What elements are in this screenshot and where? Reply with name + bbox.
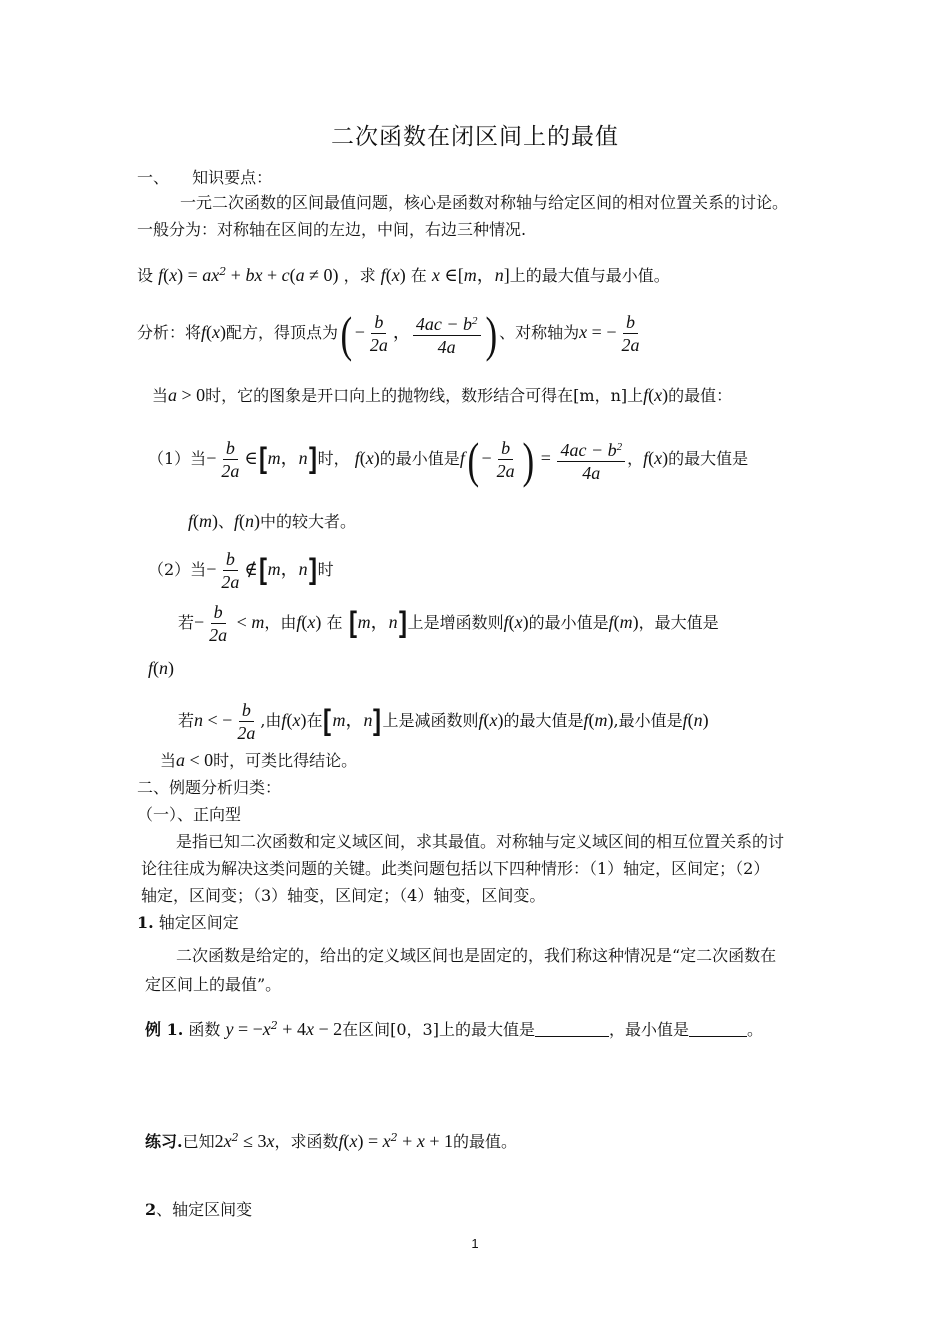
paragraph: 二次函数是给定的，给出的定义域区间也是固定的，我们称这种情况是“定二次函数在 xyxy=(176,946,777,965)
paragraph: 一般分为：对称轴在区间的左边，中间，右边三种情况. xyxy=(137,220,527,239)
paragraph: 轴定，区间变；（3）轴变，区间定；（4）轴变，区间变。 xyxy=(141,886,546,905)
case-positive: 当a > 0时，它的图象是开口向上的抛物线，数形结合可得在[m，n]上f(x)的最值： xyxy=(152,385,733,405)
answer-blank-min[interactable] xyxy=(689,1022,747,1037)
practice-problem: 练习.已知$2x^2 \le 3x$，求函数$f(x) = x^2 + x + 1$的最值。 xyxy=(145,1131,517,1151)
section-title: 知识要点： xyxy=(192,168,273,187)
subsection-heading: （一）、正向型 xyxy=(137,805,242,824)
function-setup: 设 $f(x) = ax^2$ + bx + c(a ≠ 0) ，求 f(x) 在 x ∈[m，n]上的最大值与最小值。 xyxy=(137,265,670,285)
paragraph: 定区间上的最值”。 xyxy=(145,975,282,994)
answer-blank-max[interactable] xyxy=(535,1022,609,1037)
page-title: 二次函数在闭区间上的最值 xyxy=(331,124,619,150)
section-heading-2: 二、例题分析归类： xyxy=(137,778,282,797)
topic-heading-1: 1. 轴定区间定 xyxy=(137,913,239,932)
case-2: （2）当− $\frac{b}{2a}$ ∉[m，n]时 xyxy=(148,549,334,592)
paragraph: 是指已知二次函数和定义域区间，求其最值。对称轴与定义域区间的相互位置关系的讨 xyxy=(176,832,785,851)
section-heading-1 xyxy=(137,168,272,188)
case-negative: 当a < 0时，可类比得结论。 xyxy=(160,750,358,770)
case-1: （1）当− $\frac{b}{2a}$ ∈[m，n]时， f(x)的最小值是f( − $\frac{b}{2a}$ ) = $\frac{4ac - b^2}{4a}$ ，f(x)的最大值是 xyxy=(148,431,749,488)
paragraph: 一元二次函数的区间最值问题，核心是函数对称轴与给定区间的相对位置关系的讨论。 xyxy=(180,193,789,212)
topic-heading-2: 2、轴定区间变 xyxy=(145,1200,253,1219)
page-number: 1 xyxy=(471,1236,479,1251)
case-1-continued: f(m)、f(n)中的较大者。 xyxy=(188,511,357,531)
analysis-line: 分析：将f(x)配方，得顶点为( − $\frac{b}{2a}$ ， $\frac{4ac - b^2}{4a}$ ) 、对称轴为x = − $\frac{b}{2a}$ xyxy=(137,305,640,362)
case-2b: 若n < − $\frac{b}{2a}$ ,由f(x)在[m，n]上是减函数则f(x)的最大值是f(m),最小值是f(n) xyxy=(178,700,709,743)
case-2a-continued: f(n) xyxy=(148,658,175,678)
paragraph: 论往往成为解决这类问题的关键。此类问题包括以下四种情形：（1）轴定，区间定；（2） xyxy=(141,859,770,878)
example-1: 例 1. 函数 $y = -x^2 + 4x - 2$在区间[0，3]上的最大值是 ，最小值是 。 xyxy=(145,1019,763,1039)
section-number: 一、 xyxy=(137,168,170,187)
case-2a: 若− $\frac{b}{2a}$ < m，由f(x) 在 [m，n]上是增函数则f(x)的最小值是f(m)，最大值是 xyxy=(178,602,719,645)
